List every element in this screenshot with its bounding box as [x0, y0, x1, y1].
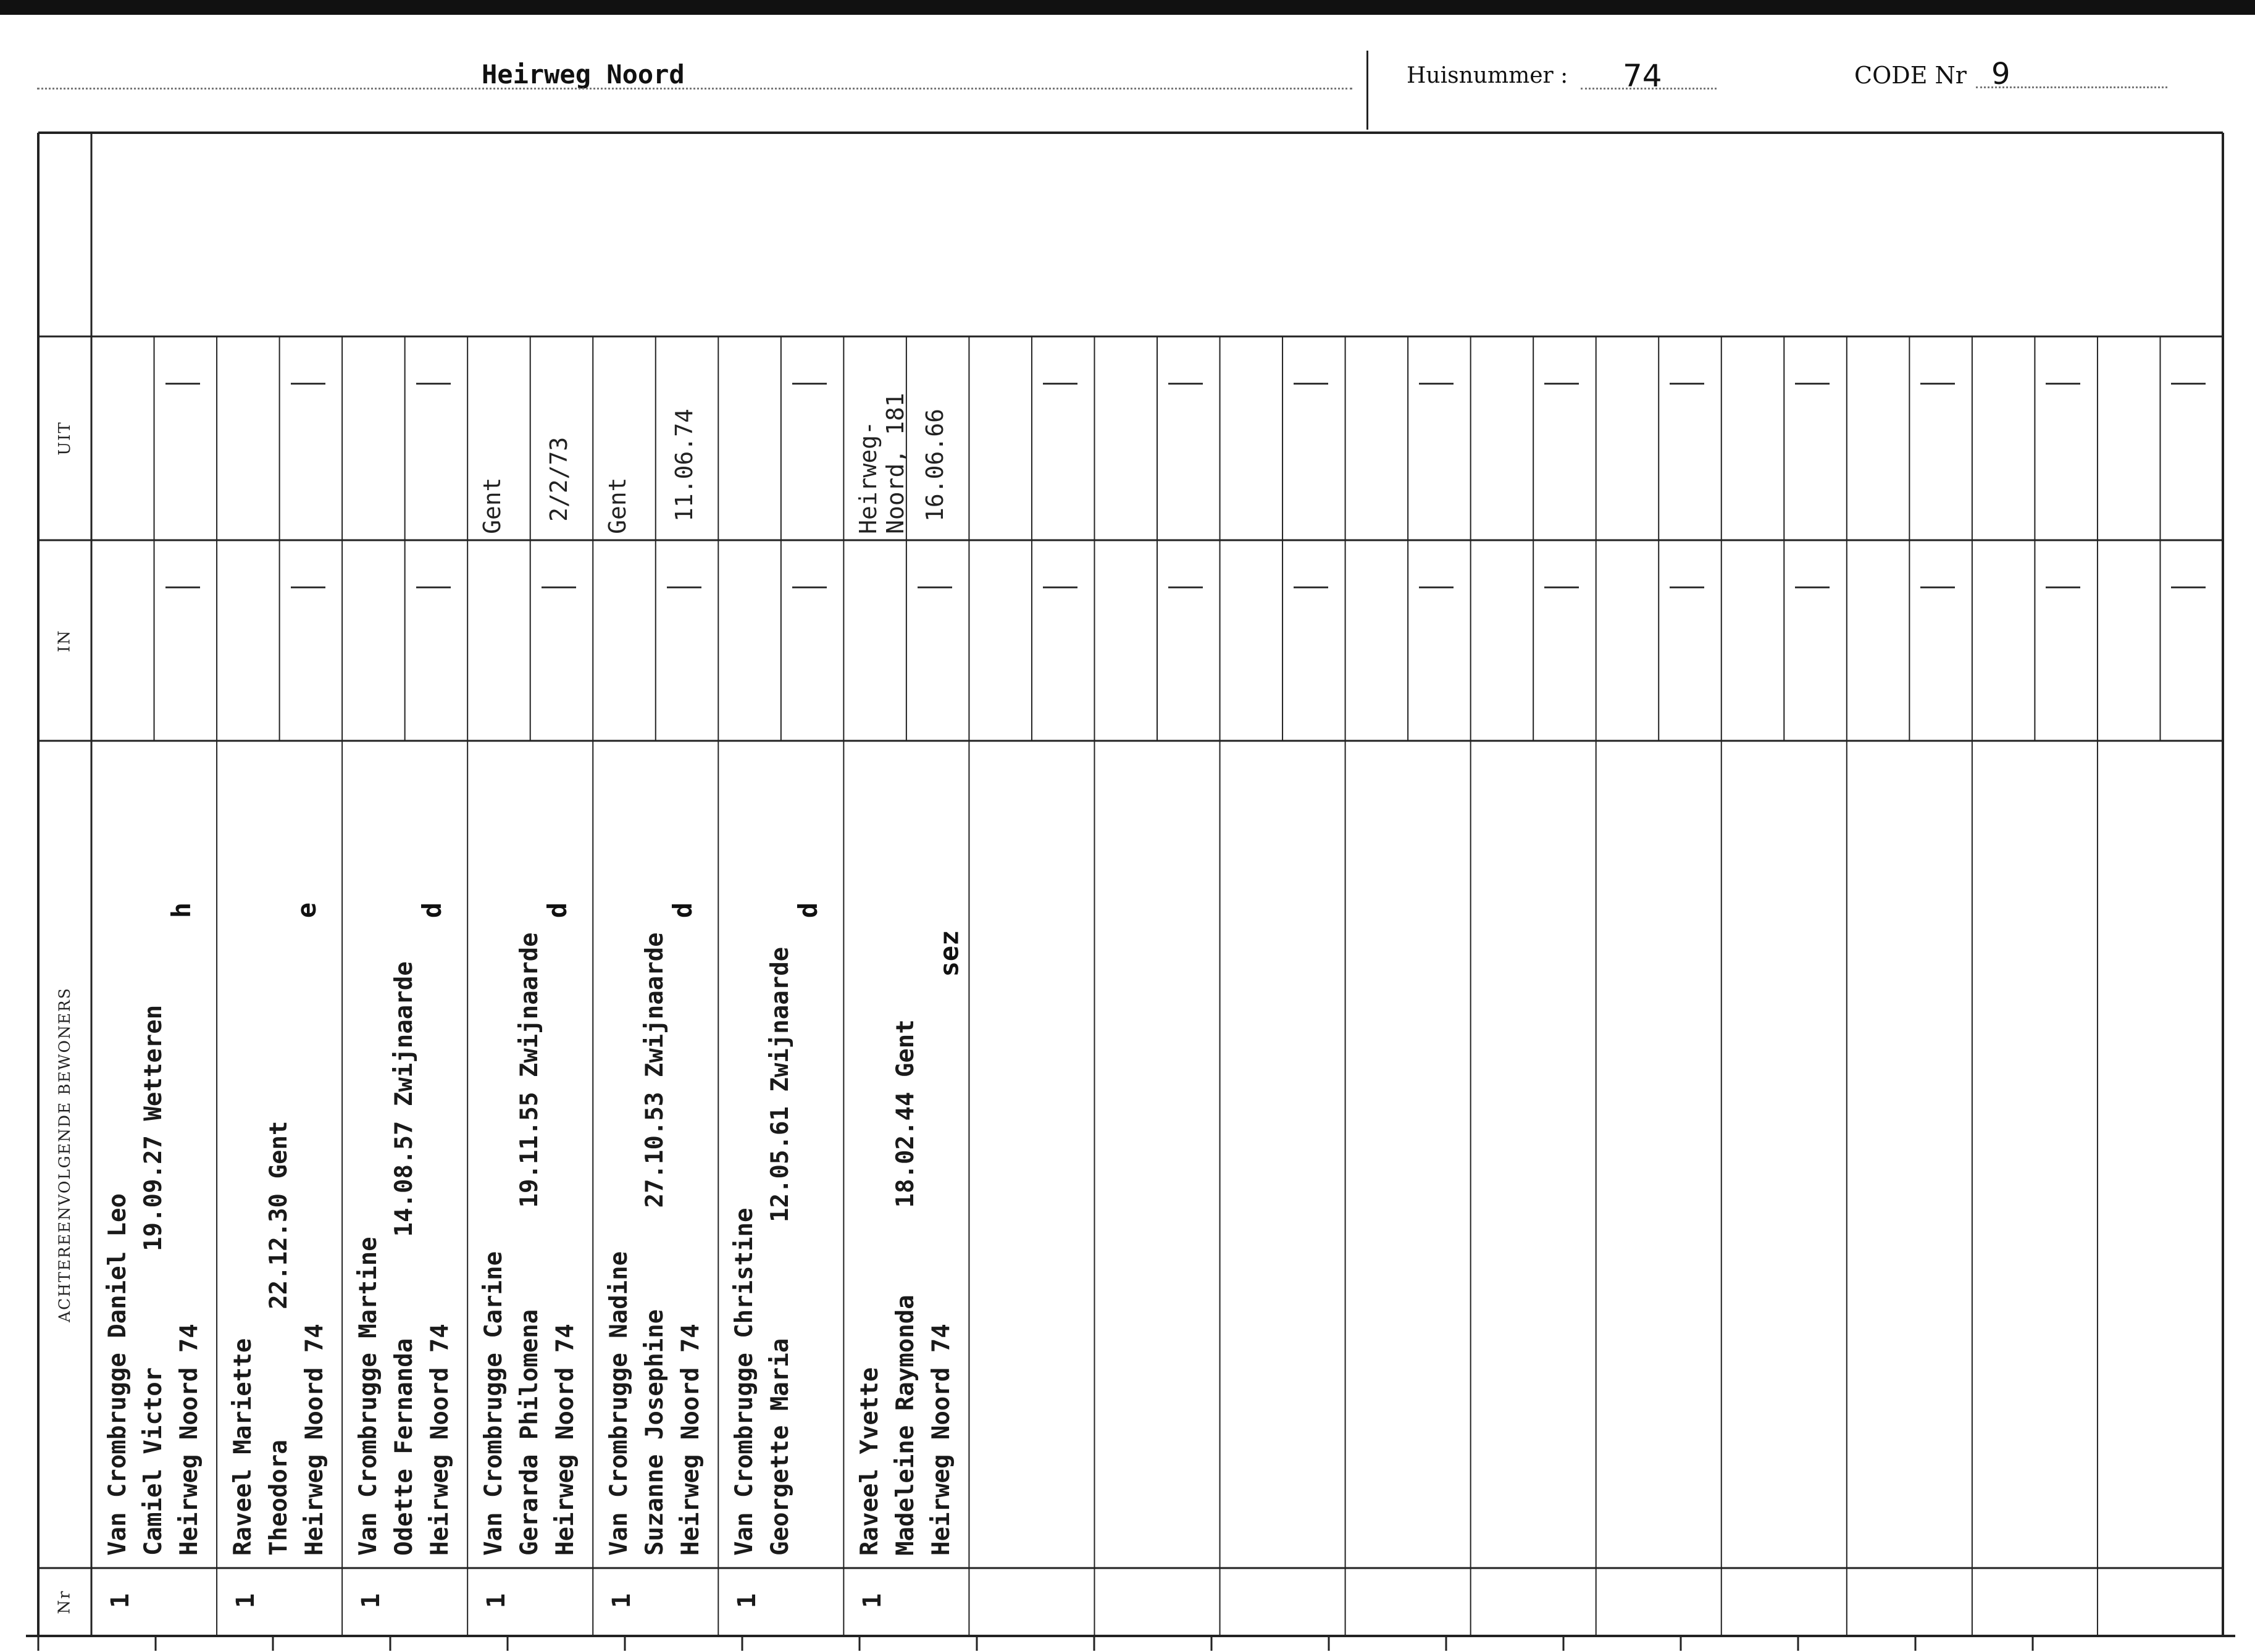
empty-in-dash	[2171, 586, 2206, 588]
resident-mark: d	[793, 902, 824, 919]
empty-uit-dash	[1168, 383, 1203, 385]
resident-name-line: Van Crombrugge Carine	[480, 1251, 508, 1556]
empty-uit-dash	[2046, 383, 2080, 385]
resident-entry	[100, 1005, 207, 1556]
uit-date: 2/2/73	[545, 436, 572, 522]
resident-nr: 1	[608, 1593, 637, 1609]
empty-uit-dash	[1043, 383, 1077, 385]
resident-address-line: Heirweg Noord 74	[551, 1324, 580, 1556]
label-residents: ACHTEREENVOLGENDE BEWONERS	[56, 987, 74, 1322]
resident-birth-line: Madeleine Raymonda 18.02.44 Gent	[892, 1019, 920, 1556]
in-dash	[667, 586, 701, 588]
resident-mark: d	[667, 902, 698, 919]
label-cell-nr	[38, 1568, 91, 1636]
code-value: 9	[1991, 57, 2010, 91]
label-cell-in	[38, 540, 91, 741]
uit-dash	[165, 383, 200, 385]
empty-uit-dash	[2171, 383, 2206, 385]
empty-in-dash	[1043, 586, 1077, 588]
resident-birth-line: Theodora 22.12.30 Gent	[265, 1120, 293, 1556]
resident-mark: sez	[934, 930, 964, 977]
resident-entry	[852, 1019, 960, 1556]
empty-uit-dash	[1670, 383, 1704, 385]
empty-in-dash	[1294, 586, 1328, 588]
resident-address-line: Heirweg Noord 74	[426, 1324, 454, 1556]
empty-uit-dash	[1920, 383, 1955, 385]
uit-dash	[416, 383, 451, 385]
resident-address-line	[798, 947, 834, 1556]
uit-place: Heirweg- Noord, 181	[855, 393, 910, 534]
empty-uit-dash	[1419, 383, 1454, 385]
in-dash	[792, 586, 827, 588]
empty-in-dash	[1670, 586, 1704, 588]
uit-dash	[792, 383, 827, 385]
resident-mark: d	[542, 902, 573, 919]
resident-entry	[727, 947, 834, 1556]
uit-place: Gent	[479, 477, 506, 534]
resident-birth-line: Camiel Victor 19.09.27 Wetteren	[140, 1004, 167, 1556]
in-dash	[416, 586, 451, 588]
resident-nr: 1	[232, 1593, 261, 1609]
resident-birth-line: Suzanne Josephine 27.10.53 Zwijnaarde	[641, 932, 669, 1556]
label-nr: Nr	[56, 1590, 74, 1614]
empty-uit-dash	[1294, 383, 1328, 385]
resident-name-line: Raveel Yvette	[856, 1367, 884, 1556]
house-number-value: 74	[1623, 58, 1662, 94]
empty-in-dash	[1795, 586, 1830, 588]
resident-address-line: Heirweg Noord 74	[677, 1324, 705, 1556]
empty-uit-dash	[1544, 383, 1579, 385]
house-number-label: Huisnummer :	[1407, 63, 1568, 88]
resident-entry	[351, 961, 458, 1556]
resident-column	[718, 741, 843, 1568]
resident-name-line: Van Crombrugge Martine	[354, 1237, 383, 1556]
in-dash	[291, 586, 325, 588]
resident-address-line: Heirweg Noord 74	[175, 1324, 203, 1556]
resident-column	[91, 741, 217, 1568]
resident-birth-line: Gerarda Philomena 19.11.55 Zwijnaarde	[516, 932, 544, 1556]
street-name: Heirweg Noord	[482, 59, 685, 90]
uit-date: 11.06.74	[670, 408, 698, 522]
resident-entry	[601, 932, 709, 1556]
code-label: CODE Nr	[1854, 62, 1967, 89]
empty-in-dash	[1544, 586, 1579, 588]
in-dash	[918, 586, 952, 588]
empty-in-dash	[1920, 586, 1955, 588]
label-cell-uit	[38, 336, 91, 540]
resident-name-line: Van Crombrugge Christine	[730, 1208, 759, 1556]
uit-place: Gent	[604, 477, 632, 534]
resident-address-line: Heirweg Noord 74	[301, 1324, 329, 1556]
resident-name-line: Raveel Mariette	[229, 1338, 257, 1556]
in-dash	[165, 586, 200, 588]
resident-name-line: Van Crombrugge Daniel Leo	[104, 1193, 132, 1556]
resident-column	[342, 741, 467, 1568]
resident-nr: 1	[733, 1593, 762, 1609]
resident-nr: 1	[357, 1593, 386, 1609]
resident-mark: e	[291, 902, 322, 919]
resident-column	[593, 741, 718, 1568]
resident-column	[843, 741, 969, 1568]
resident-mark: h	[166, 902, 197, 919]
resident-nr: 1	[106, 1593, 135, 1609]
empty-in-dash	[1168, 586, 1203, 588]
resident-birth-line: Odette Fernanda 14.08.57 Zwijnaarde	[390, 961, 419, 1556]
empty-in-dash	[1419, 586, 1454, 588]
empty-in-dash	[2046, 586, 2080, 588]
resident-name-line: Van Crombrugge Nadine	[605, 1251, 634, 1556]
empty-uit-dash	[1795, 383, 1830, 385]
resident-nr: 1	[482, 1593, 511, 1609]
resident-column	[467, 741, 593, 1568]
uit-date: 16.06.66	[921, 408, 948, 522]
in-dash	[542, 586, 576, 588]
resident-column	[217, 741, 342, 1568]
resident-nr: 1	[858, 1593, 887, 1609]
label-uit: UIT	[56, 421, 74, 456]
label-cell-residents	[38, 741, 91, 1568]
resident-entry	[476, 932, 584, 1556]
resident-address-line: Heirweg Noord 74	[927, 1324, 956, 1556]
resident-mark: d	[417, 902, 448, 919]
uit-dash	[291, 383, 325, 385]
resident-entry	[225, 1121, 333, 1556]
resident-birth-line: Georgette Maria 12.05.61 Zwijnaarde	[766, 946, 795, 1556]
label-in: IN	[56, 628, 74, 653]
